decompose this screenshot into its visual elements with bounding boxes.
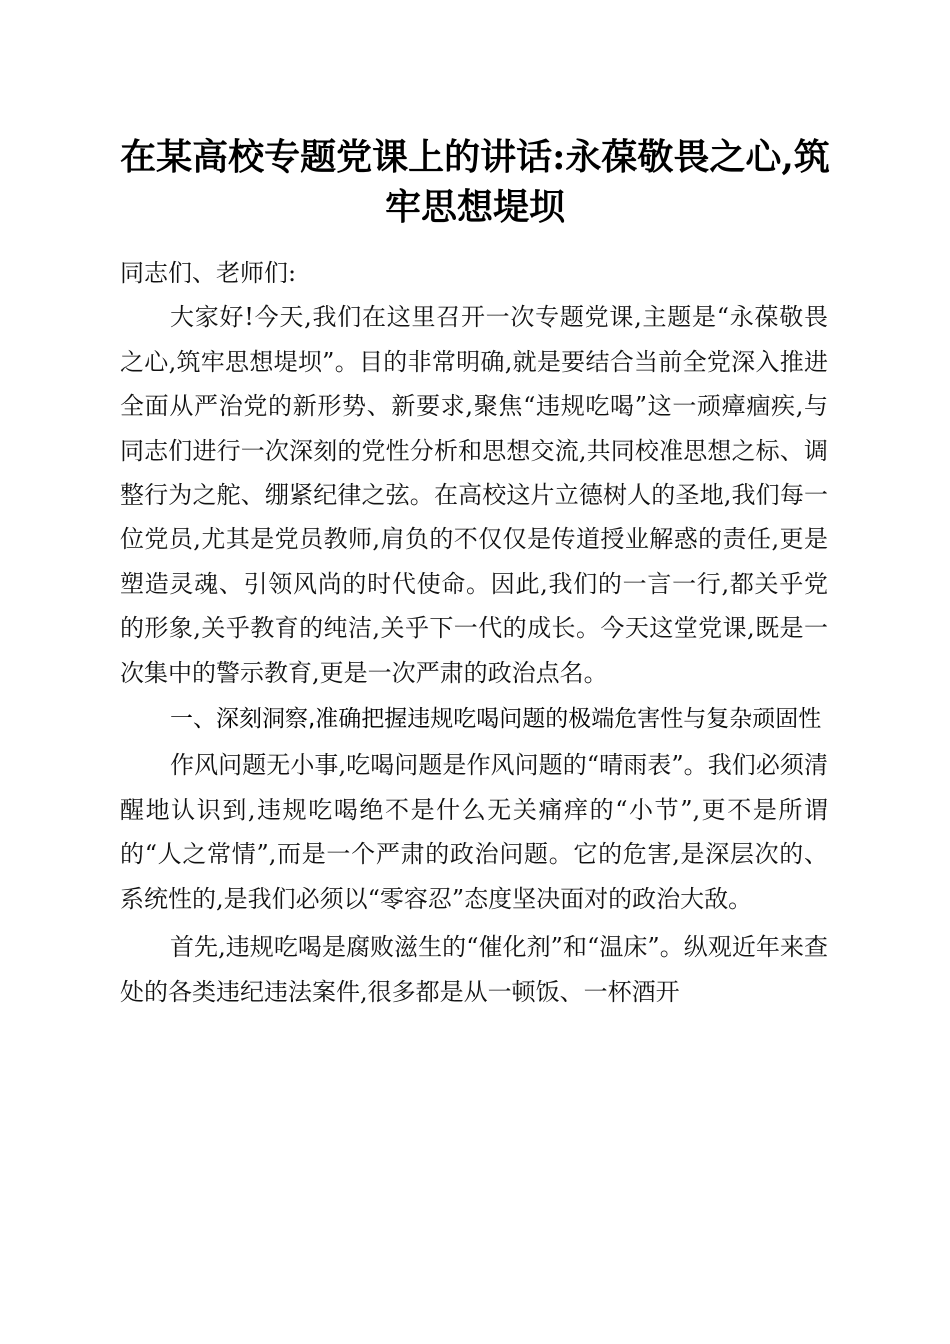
- body-paragraph: 首先,违规吃喝是腐败滋生的“催化剂”和“温床”。纵观近年来查处的各类违纪违法案件,很多都是从一顿饭、一杯酒开: [120, 933, 828, 1006]
- section-heading: 一、深刻洞察,准确把握违规吃喝问题的极端危害性与复杂顽固性: [170, 706, 822, 733]
- body-paragraph: 作风问题无小事,吃喝问题是作风问题的“晴雨表”。我们必须清醒地认识到,违规吃喝绝不是什么无关痛痒的“小节”,更不是所谓的“人之常情”,而是一个严肃的政治问题。它的危害,是深层次的、系统性的,是我们必须以“零容忍”态度坚决面对的政治大敌。: [120, 751, 828, 913]
- document-body: [120, 251, 828, 1014]
- salutation: 同志们、老师们:: [120, 259, 297, 287]
- document-title: 在某高校专题党课上的讲话:永葆敬畏之心,筑牢思想堤坝: [120, 136, 830, 228]
- body-paragraph: 大家好!今天,我们在这里召开一次专题党课,主题是“永葆敬畏之心,筑牢思想堤坝”。目的非常明确,就是要结合当前全党深入推进全面从严治党的新形势、新要求,聚焦“违规吃喝”这一顽瘴痼疾,与同志们进行一次深刻的党性分析和思想交流,共同校准思想之标、调整行为之舵、绷紧纪律之弦。在高校这片立德树人的圣地,我们每一位党员,尤其是党员教师,肩负的不仅仅是传道授业解惑的责任,更是塑造灵魂、引领风尚的时代使命。因此,我们的一言一行,都关乎党的形象,关乎教育的纯洁,关乎下一代的成长。今天这堂党课,既是一次集中的警示教育,更是一次严肃的政治点名。: [120, 303, 828, 687]
